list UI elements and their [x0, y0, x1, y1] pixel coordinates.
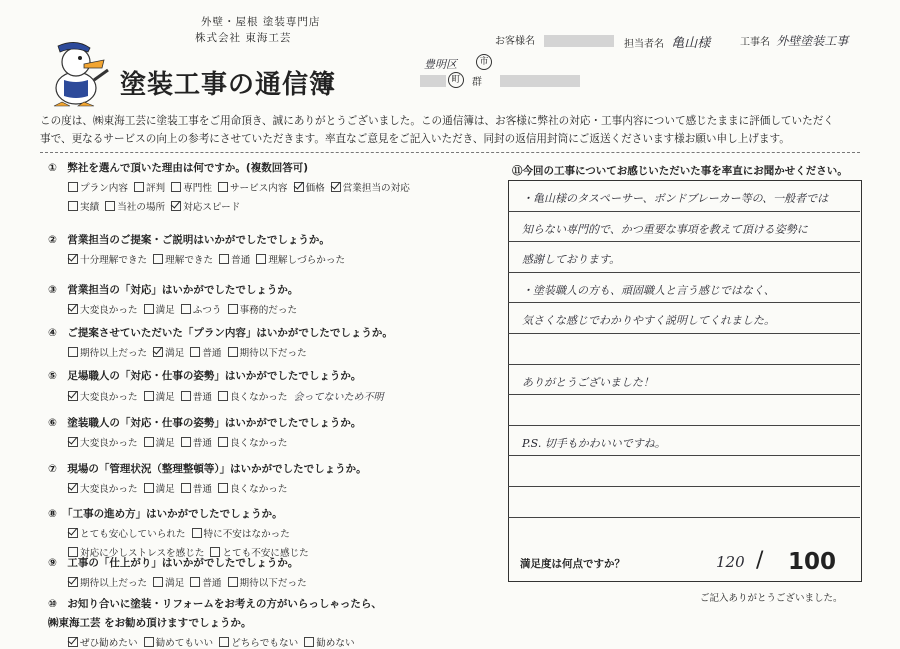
intro-line-2: 事で、更なるサービスの向上の参考にさせていただきます。率直なご意見をご記入いただき、同封の返信用封筒にご返送くださいます様お願い申し上げます。 [40, 133, 790, 145]
checkbox-icon[interactable] [68, 304, 78, 314]
option[interactable] [134, 183, 165, 194]
comment-line-1[interactable]: ・亀山様のタスペーサー、ボンドブレーカー等の、一般者では [522, 192, 829, 205]
question-text: ② 営業担当のご提案・ご説明はいかがでしたでしょうか。 [48, 234, 330, 246]
checkbox-icon[interactable] [219, 637, 229, 647]
option[interactable] [153, 578, 184, 589]
option-label: 良くなかった [229, 392, 288, 403]
option[interactable] [228, 305, 298, 316]
checkbox-icon[interactable] [256, 254, 266, 264]
option-label: 大変良かった [80, 392, 138, 403]
question-text: ⑤ 足場職人の「対応・仕事の姿勢」はいかがでしたでしょうか。 [48, 370, 362, 382]
option-row [48, 345, 493, 359]
checkbox-icon[interactable] [144, 304, 154, 314]
checkbox-icon[interactable] [68, 437, 78, 447]
option[interactable] [181, 392, 212, 403]
option-label: 十分理解できた [80, 255, 148, 266]
comment-line-4[interactable]: ・塗装職人の方も、頑固職人と言う感じではなく、 [522, 283, 775, 297]
checkbox-icon[interactable] [228, 304, 238, 314]
checkbox-icon[interactable] [144, 637, 154, 647]
option-label: とても安心していられた [80, 529, 186, 540]
checkbox-icon[interactable] [153, 577, 163, 587]
option[interactable] [219, 638, 298, 649]
option[interactable] [256, 255, 345, 266]
staff-label: 担当者名 [624, 39, 664, 50]
checkbox-icon[interactable] [153, 254, 163, 264]
option-label: 満足 [155, 484, 175, 495]
option[interactable] [171, 202, 240, 213]
option-label: 特に不安はなかった [203, 529, 290, 540]
question-5 [48, 368, 493, 403]
option[interactable] [68, 484, 138, 495]
question-text: ③ 営業担当の「対応」はいかがでしたでしょうか。 [48, 284, 299, 296]
option[interactable] [68, 438, 138, 449]
option[interactable] [228, 578, 307, 589]
checkbox-icon[interactable] [190, 577, 200, 587]
option[interactable] [218, 392, 288, 403]
comment-question: ⑪今回の工事についてお感じいただいた事を率直にお聞かせください。 [512, 165, 848, 177]
question-8 [48, 506, 493, 559]
work-field [740, 32, 848, 49]
intro-line-1: この度は、㈱東海工芸に塗装工事をご用命頂き、誠にありがとうございました。この通信簿は、お客様に弊社の対応・工事内容について感じたままに評価していただく [40, 115, 834, 127]
checkbox-icon[interactable] [153, 347, 163, 357]
checkbox-icon[interactable] [68, 347, 78, 357]
question-4 [48, 325, 493, 359]
option[interactable] [190, 348, 221, 359]
question-1 [48, 160, 493, 213]
question-6 [48, 415, 493, 449]
page-title: 塗装工事の通信簿 [120, 70, 337, 100]
option[interactable] [144, 438, 175, 449]
option-row [48, 388, 493, 403]
option-label: 専門性 [183, 183, 212, 194]
checkbox-icon[interactable] [228, 347, 238, 357]
work-label: 工事名 [740, 37, 770, 48]
option[interactable] [144, 305, 175, 316]
ruled-line [508, 364, 860, 365]
option-row [48, 435, 493, 449]
option-label: 大変良かった [80, 305, 138, 316]
checkbox-icon[interactable] [218, 437, 228, 447]
checkbox-icon[interactable] [192, 528, 202, 538]
option-row [48, 526, 493, 540]
option-label: 評判 [145, 183, 166, 194]
option-label: 理解しづらかった [268, 255, 346, 266]
option-label: 当社の場所 [117, 202, 166, 213]
option[interactable] [228, 348, 307, 359]
question-9 [48, 555, 493, 589]
question-3 [48, 282, 493, 316]
checkbox-icon[interactable] [181, 483, 191, 493]
question-text: ④ ご提案させていただいた「プラン内容」はいかがでしたでしょうか。 [48, 327, 393, 339]
question-text: ⑩ お知り合いに塗装・リフォームをお考えの方がいらっしゃったら、 [48, 598, 382, 610]
option[interactable] [144, 484, 175, 495]
option-label: 満足 [155, 305, 175, 316]
option[interactable] [68, 638, 138, 649]
option-label: 大変良かった [80, 484, 138, 495]
ruled-line [508, 333, 860, 334]
company-tagline: 外壁・屋根 塗装専門店 [201, 16, 321, 28]
score-question: 満足度は何点ですか？ [520, 558, 625, 570]
option[interactable] [181, 305, 222, 316]
option[interactable] [68, 578, 147, 589]
address-redacted-1 [420, 75, 446, 87]
footer-thanks: ご記入ありがとうございました。 [700, 593, 843, 604]
checkbox-icon[interactable] [144, 437, 154, 447]
checkbox-icon[interactable] [218, 391, 228, 401]
option[interactable] [68, 305, 138, 316]
option[interactable] [181, 484, 212, 495]
option-label: とても不安に感じた [222, 548, 309, 559]
option[interactable] [190, 578, 221, 589]
option-label: 普通 [202, 348, 222, 359]
work-name: 外壁塗装工事 [776, 34, 849, 48]
option[interactable] [171, 183, 212, 194]
ruled-line [508, 486, 860, 487]
checkbox-icon[interactable] [144, 483, 154, 493]
checkbox-icon[interactable] [171, 182, 181, 192]
customer-name-field [495, 32, 614, 47]
divider [40, 152, 860, 153]
checkbox-icon[interactable] [68, 637, 78, 647]
company-legal-name: 株式会社 東海工芸 [195, 32, 292, 44]
address-redacted-2 [500, 75, 580, 87]
comment-line-3[interactable]: 感謝しております。 [522, 253, 621, 267]
staff-field [624, 32, 710, 51]
company-name [195, 14, 320, 46]
option-label: どちらでもない [231, 638, 299, 649]
option-label: 事務的だった [239, 305, 298, 316]
question-text: ⑥ 塗装職人の「対応・仕事の姿勢」はいかがでしたでしょうか。 [48, 417, 362, 429]
checkbox-icon[interactable] [105, 201, 115, 211]
option[interactable] [105, 202, 165, 213]
checkbox-icon[interactable] [181, 437, 191, 447]
option-label: 実績 [80, 202, 100, 213]
option[interactable] [153, 348, 184, 359]
option[interactable] [218, 183, 288, 194]
comment-line-2[interactable]: 知らない専門的で、かつ重要な事項を教えて頂ける姿勢に [522, 222, 808, 236]
option-label: 満足 [165, 578, 185, 589]
comment-line-7[interactable]: ありがとうございました！ [522, 375, 654, 389]
option-label: 期待以下だった [239, 348, 307, 359]
option-label: 勧めてもいい [155, 638, 214, 649]
question-text: ⑧ 「工事の進め方」はいかがでしたでしょうか。 [48, 508, 283, 520]
option-label: 普通 [192, 392, 212, 403]
option-label: 期待以上だった [80, 578, 148, 589]
checkbox-icon[interactable] [68, 577, 78, 587]
checkbox-icon[interactable] [68, 201, 78, 211]
option[interactable] [68, 348, 147, 359]
comment-line-5[interactable]: 気さくな感じでわかりやすく説明してくれました。 [522, 314, 775, 328]
checkbox-icon[interactable] [68, 254, 78, 264]
ruled-line [508, 272, 860, 273]
checkbox-icon[interactable] [304, 637, 314, 647]
option[interactable] [192, 529, 290, 540]
option-label: 期待以下だった [239, 578, 307, 589]
checkbox-icon[interactable] [218, 483, 228, 493]
option[interactable] [331, 183, 410, 194]
score-max: 100 [788, 549, 837, 575]
option-row [48, 635, 493, 649]
checkbox-icon[interactable] [190, 347, 200, 357]
option-row [48, 252, 493, 266]
question-text: ⑨ 工事の「仕上がり」はいかがでしたでしょうか。 [48, 557, 299, 569]
option[interactable] [304, 638, 354, 649]
option[interactable] [68, 202, 99, 213]
option[interactable] [68, 255, 147, 266]
address-city-mark: 市 [476, 54, 492, 70]
option[interactable] [68, 529, 186, 540]
question-text-2: ㈱東海工芸 をお勧め頂けますでしょうか。 [48, 617, 252, 629]
checkbox-icon[interactable] [218, 182, 228, 192]
option[interactable] [68, 392, 138, 403]
option-row [48, 481, 493, 495]
checkbox-icon[interactable] [219, 254, 229, 264]
option-label: 対応に少しストレスを感じた [80, 548, 205, 559]
option-label: 勧めない [316, 638, 355, 649]
score-slash: / [756, 548, 764, 573]
checkbox-icon[interactable] [68, 182, 78, 192]
checkbox-icon[interactable] [181, 304, 191, 314]
option-label: 普通 [192, 438, 212, 449]
option-label: 対応スピード [183, 202, 241, 213]
option-row [48, 575, 493, 589]
ruled-line [508, 302, 860, 303]
checkbox-icon[interactable] [171, 201, 181, 211]
address-town-mark: 町 [448, 72, 464, 88]
option-label: ぜひ勧めたい [80, 638, 138, 649]
question-text: ① 弊社を選んで頂いた理由は何ですか。(複数回答可) [48, 162, 308, 174]
duck-mascot-logo [44, 40, 114, 108]
option[interactable] [219, 255, 250, 266]
checkbox-icon[interactable] [68, 528, 78, 538]
option[interactable] [218, 438, 288, 449]
ruled-line [508, 394, 860, 395]
option-label: 期待以上だった [80, 348, 148, 359]
option-label: 理解できた [165, 255, 214, 266]
checkbox-icon[interactable] [181, 391, 191, 401]
option-label: 良くなかった [229, 438, 288, 449]
option[interactable] [144, 638, 214, 649]
ruled-line [508, 517, 860, 518]
option-label: 良くなかった [229, 484, 288, 495]
score-value[interactable]: 120 [716, 553, 745, 571]
option-label: 満足 [155, 438, 175, 449]
option-label: プラン内容 [80, 183, 128, 194]
question-2 [48, 232, 493, 266]
address-ward: 豊明区 [424, 58, 457, 71]
question-text: ⑦ 現場の「管理状況（整理整頓等）」はいかがでしたでしょうか。 [48, 463, 367, 475]
customer-name-redacted [544, 35, 614, 47]
option[interactable] [144, 392, 175, 403]
option[interactable] [68, 183, 128, 194]
option-label: ふつう [192, 305, 222, 316]
checkbox-icon[interactable] [144, 391, 154, 401]
option-label: 普通 [202, 578, 222, 589]
option[interactable] [181, 438, 212, 449]
staff-name: 亀山様 [671, 36, 711, 51]
option-label: 満足 [165, 348, 185, 359]
question-7 [48, 461, 493, 495]
ruled-line [508, 425, 860, 426]
satisfaction-score [508, 548, 860, 580]
option-label: 大変良かった [80, 438, 138, 449]
ruled-line [508, 241, 860, 242]
checkbox-icon[interactable] [228, 577, 238, 587]
option-label: 価格 [305, 183, 325, 194]
option-row [48, 199, 493, 213]
checkbox-icon[interactable] [68, 391, 78, 401]
option-label: 普通 [192, 484, 212, 495]
intro-text [40, 112, 870, 148]
option-row [48, 302, 493, 316]
option[interactable] [153, 255, 213, 266]
customer-label: お客様名 [495, 36, 535, 47]
option-label: サービス内容 [229, 183, 288, 194]
comment-line-9[interactable]: P.S. 切手もかわいいですね。 [522, 436, 666, 450]
ruled-line [508, 455, 860, 456]
checkbox-icon[interactable] [331, 182, 341, 192]
option-label: 普通 [231, 255, 251, 266]
checkbox-icon[interactable] [68, 483, 78, 493]
question-10 [48, 596, 493, 649]
option-row [48, 180, 493, 194]
checkbox-icon[interactable] [134, 182, 144, 192]
option-label: 営業担当の対応 [342, 183, 410, 194]
option[interactable] [294, 183, 325, 194]
ruled-line [508, 211, 860, 212]
address-gun: 群 [472, 77, 482, 88]
option-label: 満足 [155, 392, 175, 403]
option[interactable] [218, 484, 288, 495]
handwritten-note: 会ってないため不明 [293, 392, 384, 403]
checkbox-icon[interactable] [294, 182, 304, 192]
